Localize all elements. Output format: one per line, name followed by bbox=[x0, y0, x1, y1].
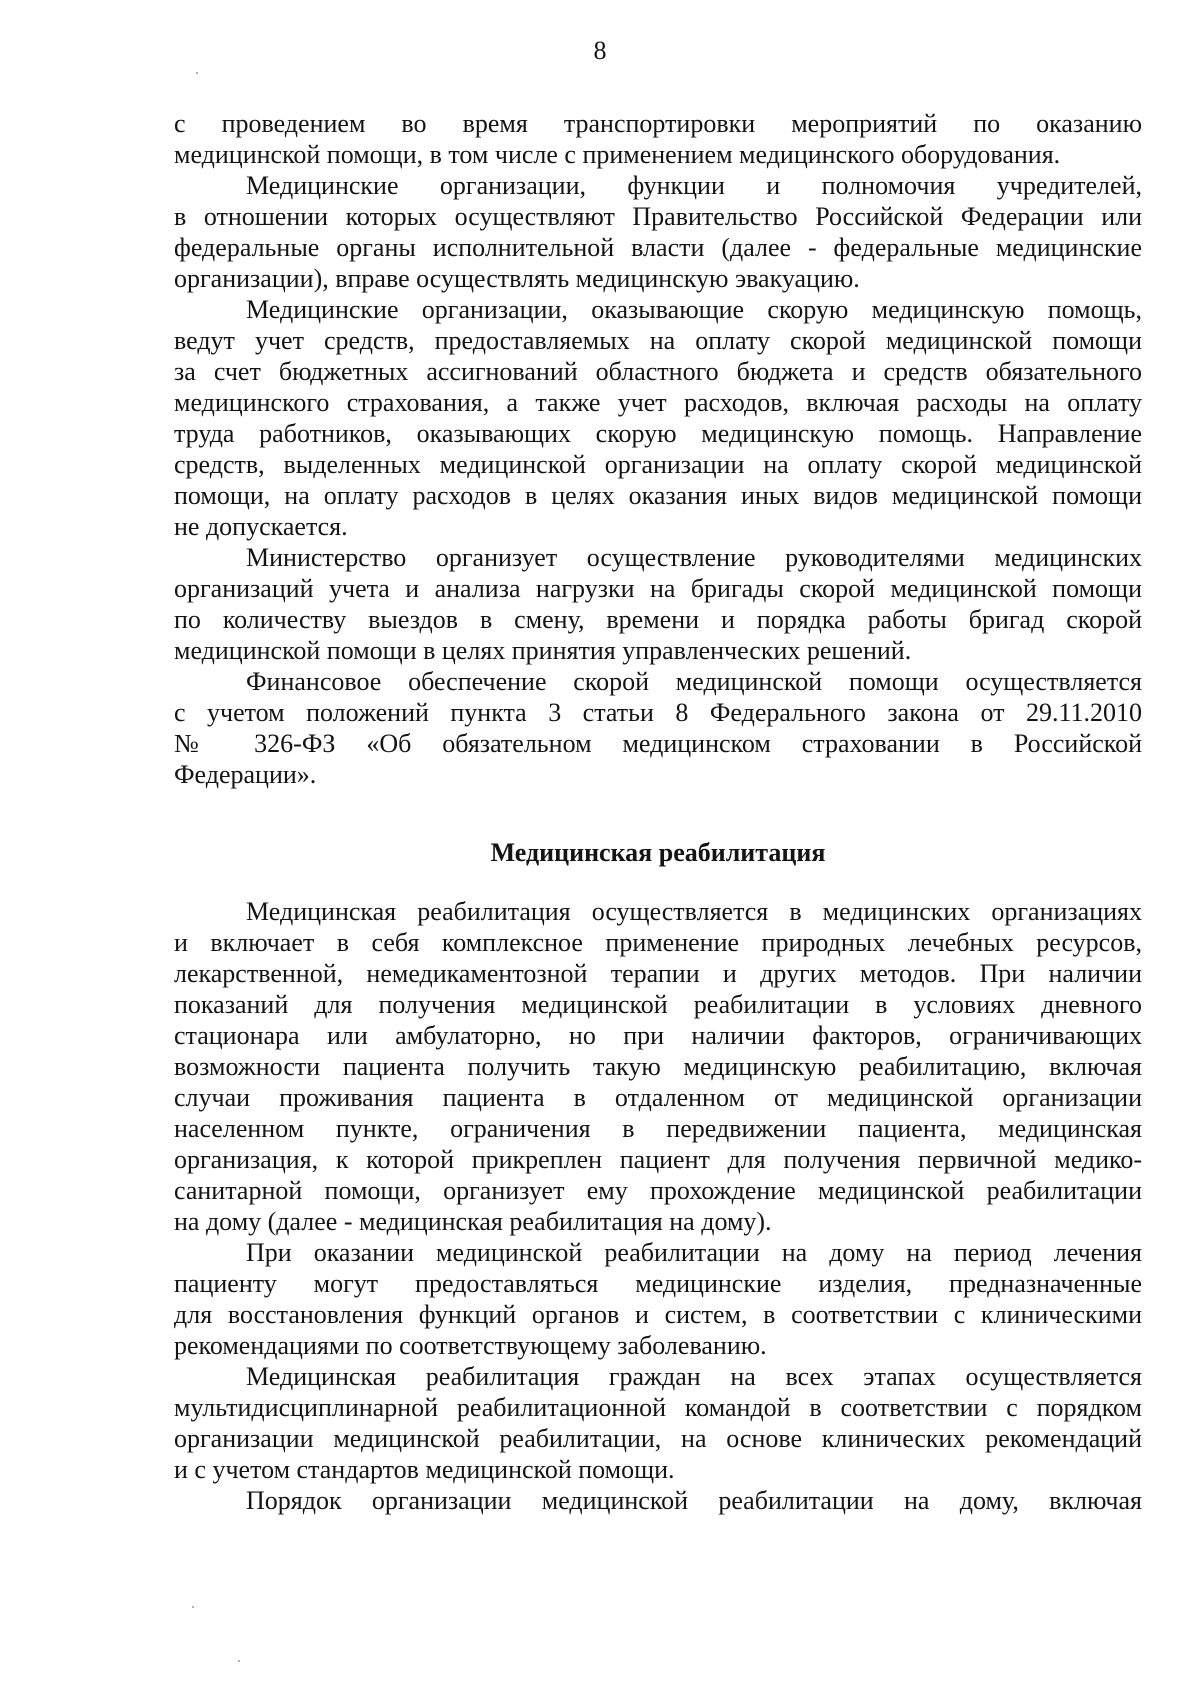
document-body bbox=[174, 108, 1142, 1516]
text-line: медицинского страхования, а также учет расходов, включая расходы на оплату bbox=[174, 388, 1142, 417]
paragraph-funds-accounting bbox=[174, 294, 1142, 542]
text-line: Медицинские организации, функции и полномочия учредителей, bbox=[246, 171, 1142, 200]
paragraph-multidisciplinary-team bbox=[174, 1361, 1142, 1485]
text-line: на дому (далее - медицинская реабилитация на дому). bbox=[174, 1207, 772, 1236]
text-line: населенном пункте, ограничения в передвижении пациента, медицинская bbox=[174, 1114, 1142, 1143]
text-line: Медицинская реабилитация осуществляется в медицинских организациях bbox=[246, 897, 1142, 926]
text-line: Медицинские организации, оказывающие скорую медицинскую помощь, bbox=[246, 295, 1142, 324]
text-line: для восстановления функций органов и систем, в соответствии с клиническими bbox=[174, 1300, 1142, 1329]
scan-speck bbox=[192, 1606, 194, 1608]
text-line: и с учетом стандартов медицинской помощи. bbox=[174, 1455, 675, 1484]
scan-speck bbox=[196, 72, 198, 74]
text-line: с учетом положений пункта 3 статьи 8 Федерального закона от 29.11.2010 bbox=[174, 698, 1142, 727]
paragraph-medical-transport bbox=[174, 108, 1142, 170]
text-line: № 326-ФЗ «Об обязательном медицинском страховании в Российской bbox=[174, 729, 1142, 758]
text-line: Медицинская реабилитация граждан на всех этапах осуществляется bbox=[246, 1362, 1142, 1391]
scan-speck bbox=[238, 1660, 240, 1662]
paragraph-home-rehabilitation-order bbox=[174, 1485, 1142, 1516]
text-line: санитарной помощи, организует ему прохождение медицинской реабилитации bbox=[174, 1176, 1142, 1205]
text-line: Порядок организации медицинской реабилитации на дому, включая bbox=[246, 1486, 1142, 1515]
text-line: помощи, на оплату расходов в целях оказания иных видов медицинской помощи bbox=[174, 481, 1142, 510]
text-line: медицинской помощи в целях принятия управленческих решений. bbox=[174, 636, 912, 665]
text-line: средств, выделенных медицинской организации на оплату скорой медицинской bbox=[174, 450, 1142, 479]
text-line: стационара или амбулаторно, но при наличии факторов, ограничивающих bbox=[174, 1021, 1142, 1050]
paragraph-rehabilitation-definition bbox=[174, 896, 1142, 1237]
text-line: При оказании медицинской реабилитации на дому на период лечения bbox=[246, 1238, 1142, 1267]
paragraph-ministry-workload bbox=[174, 542, 1142, 666]
text-line: показаний для получения медицинской реабилитации в условиях дневного bbox=[174, 990, 1142, 1019]
text-line: медицинской помощи, в том числе с применением медицинского оборудования. bbox=[174, 140, 1061, 169]
text-line: за счет бюджетных ассигнований областного бюджета и средств обязательного bbox=[174, 357, 1142, 386]
text-line: лекарственной, немедикаментозной терапии и других методов. При наличии bbox=[174, 959, 1142, 988]
section-spacer bbox=[174, 790, 1142, 837]
text-line: организация, к которой прикреплен пациент для получения первичной медико- bbox=[174, 1145, 1142, 1174]
text-line: рекомендациями по соответствующему заболеванию. bbox=[174, 1331, 767, 1360]
text-line: труда работников, оказывающих скорую медицинскую помощь. Направление bbox=[174, 419, 1142, 448]
paragraph-home-devices bbox=[174, 1237, 1142, 1361]
paragraph-federal-organizations bbox=[174, 170, 1142, 294]
text-line: Федерации». bbox=[174, 760, 317, 789]
text-line: мультидисциплинарной реабилитационной командой в соответствии с порядком bbox=[174, 1393, 1142, 1422]
page-number: 8 bbox=[593, 36, 607, 65]
text-line: федеральные органы исполнительной власти (далее - федеральные медицинские bbox=[174, 233, 1142, 262]
text-line: пациенту могут предоставляться медицинские изделия, предназначенные bbox=[174, 1269, 1142, 1298]
section-spacer bbox=[174, 868, 1142, 896]
text-line: случаи проживания пациента в отдаленном от медицинской организации bbox=[174, 1083, 1142, 1112]
text-line: и включает в себя комплексное применение природных лечебных ресурсов, bbox=[174, 928, 1142, 957]
text-line: Министерство организует осуществление руководителями медицинских bbox=[246, 543, 1142, 572]
text-line: организации медицинской реабилитации, на основе клинических рекомендаций bbox=[174, 1424, 1142, 1453]
text-line: в отношении которых осуществляют Правительство Российской Федерации или bbox=[174, 202, 1142, 231]
paragraph-financing bbox=[174, 666, 1142, 790]
section-heading: Медицинская реабилитация bbox=[490, 838, 826, 867]
text-line: не допускается. bbox=[174, 512, 348, 541]
text-line: организаций учета и анализа нагрузки на бригады скорой медицинской помощи bbox=[174, 574, 1142, 603]
text-line: с проведением во время транспортировки мероприятий по оказанию bbox=[174, 109, 1142, 138]
text-line: ведут учет средств, предоставляемых на оплату скорой медицинской помощи bbox=[174, 326, 1142, 355]
text-line: Финансовое обеспечение скорой медицинской помощи осуществляется bbox=[246, 667, 1142, 696]
text-line: организации), вправе осуществлять медицинскую эвакуацию. bbox=[174, 264, 860, 293]
text-line: возможности пациента получить такую медицинскую реабилитацию, включая bbox=[174, 1052, 1142, 1081]
text-line: по количеству выездов в смену, времени и порядка работы бригад скорой bbox=[174, 605, 1142, 634]
